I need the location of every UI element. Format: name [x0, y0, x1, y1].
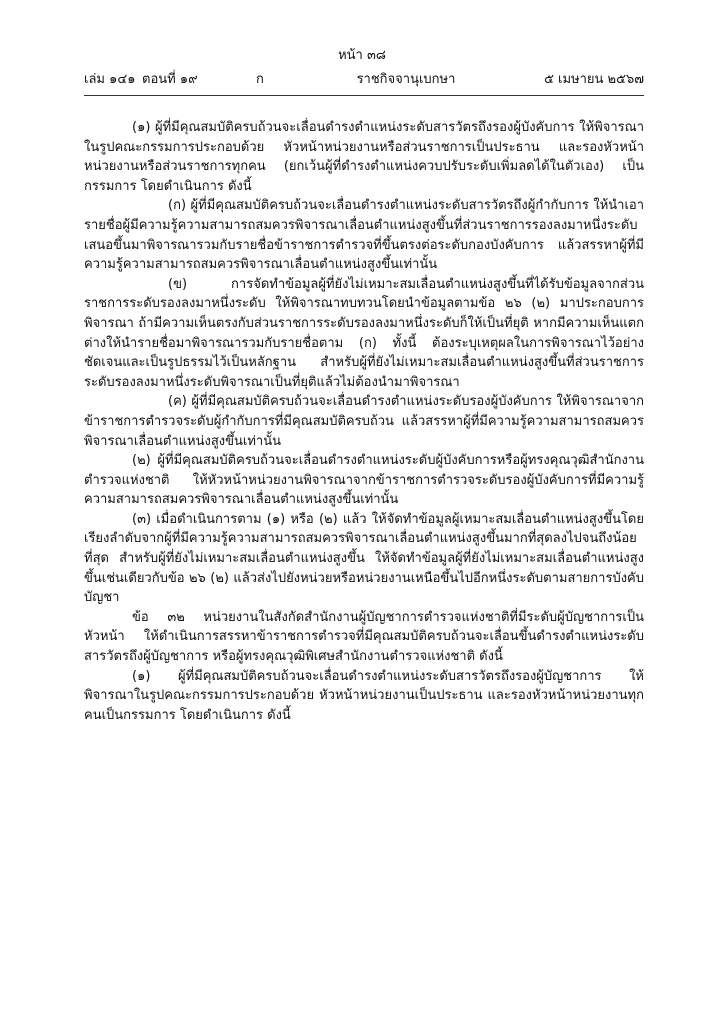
- paragraph-3: (๓) เมื่อดำเนินการตาม (๑) หรือ (๒) แล้ว ให้จัดทำข้อมูลผู้เหมาะสมเลื่อนตำแหน่งสูงขึ้นโดยเรียงลำดับจากผู้ที่มีความรู้ความสามารถสมควรพิจารณาเลื่อนตำแหน่งสูงขึ้นมากที่สุดลงไปจนถึงน้อยที่สุด สำหรับผู้ที่ยังไม่เหมาะสมเลื่อนตำแหน่งสูงขึ้น ให้จัดทำข้อมูลผู้ที่ยังไม่เหมาะสมเลื่อนตำแหน่งสูงขึ้นเช่นเดียวกับข้อ ๒๖ (๒) แล้วส่งไปยังหน่วยหรือหน่วยงานเหนือขึ้นไปอีกหนึ่งระดับตามสายการบังคับบัญชา: [84, 511, 644, 606]
- paragraph-1a: (ก) ผู้ที่มีคุณสมบัติครบถ้วนจะเลื่อนดำรงตำแหน่งระดับสารวัตรถึงผู้กำกับการ ให้นำเอารายชื่อผู้มีความรู้ความสามารถสมควรพิจารณาเลื่อนตำแหน่งสูงขึ้นที่ส่วนราชการรองลงมาหนึ่งระดับเสนอขึ้นมาพิจารณารวมกับรายชื่อข้าราชการตำรวจที่ขึ้นตรงต่อระดับกองบังคับการ แล้วสรรหาผู้ที่มีความรู้ความสามารถสมควรพิจารณาเลื่อนตำแหน่งสูงขึ้นเท่านั้น: [84, 198, 644, 273]
- header-rule: [84, 95, 644, 96]
- section-letter: ก: [256, 72, 264, 87]
- paragraph-1c: (ค) ผู้ที่มีคุณสมบัติครบถ้วนจะเลื่อนดำรงตำแหน่งระดับรองผู้บังคับการ ให้พิจารณาจากข้าราชการตำรวจระดับผู้กำกับการที่มีคุณสมบัติครบถ้วน แล้วสรรหาผู้ที่มีความรู้ความสามารถสมควรพิจารณาเลื่อนตำแหน่งสูงขึ้นเท่านั้น: [84, 394, 644, 449]
- issue-number: ตอนที่ ๑๙: [142, 72, 198, 87]
- issue-date: ๕ เมษายน ๒๕๖๗: [544, 72, 644, 87]
- gazette-header: [84, 68, 644, 88]
- clause-32-item-1: (๑) ผู้ที่มีคุณสมบัติครบถ้วนจะเลื่อนดำรงตำแหน่งระดับสารวัตรถึงรองผู้บัญชาการ ให้พิจารณาในรูปคณะกรรมการประกอบด้วย หัวหน้าหน่วยงานเป็นประธาน และรองหัวหน้าหน่วยงานทุกคนเป็นกรรมการ โดยดำเนินการ ดังนี้: [84, 668, 644, 723]
- clause-32: ข้อ ๓๒ หน่วยงานในสังกัดสำนักงานผู้บัญชาการตำรวจแห่งชาติที่มีระดับผู้บัญชาการเป็นหัวหน้า ให้ดำเนินการสรรหาข้าราชการตำรวจที่มีคุณสมบัติครบถ้วนจะเลื่อนขึ้นดำรงตำแหน่งระดับสารวัตรถึงผู้บัญชาการ หรือผู้ทรงคุณวุฒิพิเศษสำนักงานตำรวจแห่งชาติ ดังนี้: [84, 609, 644, 665]
- document-body: [84, 118, 644, 725]
- page-number: หน้า ๓๘: [338, 48, 386, 63]
- gazette-title: ราชกิจจานุเบกษา: [356, 72, 456, 87]
- volume-number: เล่ม ๑๔๑: [84, 72, 136, 87]
- paragraph-1: (๑) ผู้ที่มีคุณสมบัติครบถ้วนจะเลื่อนดำรงตำแหน่งระดับสารวัตรถึงรองผู้บังคับการ ให้พิจารณาในรูปคณะกรรมการประกอบด้วย หัวหน้าหน่วยงานหรือส่วนราชการเป็นประธาน และรองหัวหน้าหน่วยงานหรือส่วนราชการทุกคน (ยกเว้นผู้ที่ดำรงตำแหน่งควบปรับระดับเพิ่มลดได้ในตัวเอง) เป็นกรรมการ โดยดำเนินการ ดังนี้: [84, 120, 644, 194]
- paragraph-1b: (ข) การจัดทำข้อมูลผู้ที่ยังไม่เหมาะสมเลื่อนตำแหน่งสูงขึ้นที่ได้รับข้อมูลจากส่วนราชการระดับรองลงมาหนึ่งระดับ ให้พิจารณาทบทวนโดยนำข้อมูลตามข้อ ๒๖ (๒) มาประกอบการพิจารณา ถ้ามีความเห็นตรงกับส่วนราชการระดับรองลงมาหนึ่งระดับก็ให้เป็นที่ยุติ หากมีความเห็นแตกต่างให้นำรายชื่อมาพิจารณารวมกับรายชื่อตาม (ก) ทั้งนี้ ต้องระบุเหตุผลในการพิจารณาไว้อย่างชัดเจนและเป็นรูปธรรมไว้เป็นหลักฐาน สำหรับผู้ที่ยังไม่เหมาะสมเลื่อนตำแหน่งสูงขึ้นที่ส่วนราชการระดับรองลงมาหนึ่งระดับพิจารณาเป็นที่ยุติแล้วไม่ต้องนำมาพิจารณา: [84, 276, 644, 390]
- paragraph-2: (๒) ผู้ที่มีคุณสมบัติครบถ้วนจะเลื่อนดำรงตำแหน่งระดับผู้บังคับการหรือผู้ทรงคุณวุฒิสำนักงานตำรวจแห่งชาติ ให้หัวหน้าหน่วยงานพิจารณาจากข้าราชการตำรวจระดับรองผู้บังคับการที่มีความรู้ความสามารถสมควรพิจารณาเลื่อนตำแหน่งสูงขึ้นเท่านั้น: [84, 453, 644, 508]
